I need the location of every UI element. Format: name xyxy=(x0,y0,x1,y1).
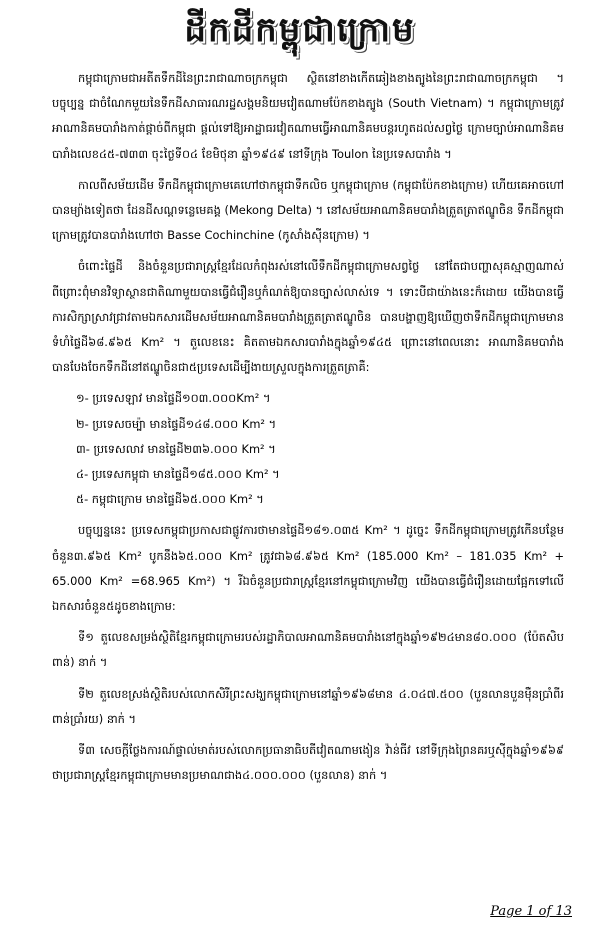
paragraph: ទី១ តួលេខសម្រង់ស្ថិតិខ្មែរកម្ពុជាក្រោមរបស់រដ្ឋាភិបាលអាណានិគមបារាំងនៅក្នុងឆ្នាំ១៩២៤មាន៨០.០០០ (ប៉ែតសិបពាន់) នាក់ ។ xyxy=(52,630,564,670)
list-item: ៥- កម្ពុជាក្រោម មានផ្ទៃដី៦៥.០០០ Km² ។ xyxy=(76,492,264,507)
document-body xyxy=(52,66,564,794)
paragraph: កាលពីសម័យដើម ទឹកដីកម្ពុជាក្រោមគេហៅថាកម្ពុជាទឹកលិច ឬកម្ពុជាក្រោម (កម្ពុជាប៉ែកខាងក្រោម) ហើយគេអាចហៅបានម្យ៉ាងទៀតថា ដែនដីសណ្ដទន្លេមេគង្គ (Mekong Delta) ។ នៅសម័យអាណានិគមបារាំងត្រួតត្រាឥណ្ឌូចិន ទឹកដីកម្ពុជាក្រោមត្រូវបានបារាំងហៅថា Basse Cochinchine (កូសាំងស៊ីនក្រោម) ។ xyxy=(52,177,564,243)
list-item: ២- ប្រទេសចម្ប៉ា មានផ្ទៃដី១៤៨.០០០ Km² ។ xyxy=(76,416,277,431)
paragraph: ទី៣ សេចក្ដីថ្លែងការណ៍ផ្ទាល់មាត់របស់លោកប្រធានាធិបតីវៀតណាមងៀន វ៉ាន់ធីវ នៅទីក្រុងព្រៃនគរឬសុីក្នុងឆ្នាំ១៩៦៩ ថាប្រជារាស្ត្រខ្មែរកម្ពុជាក្រោមមានប្រមាណជាង៤.០០០.០០០ (បួនលាន) នាក់ ។ xyxy=(52,743,564,783)
paragraph: ទី២ តួលេខស្រង់ស្ថិតិរបស់លោកសិរីព្រះសង្ឃកម្ពុជាក្រោមនៅឆ្នាំ១៩៦៨មាន ៤.០៤៧.៥០០ (បួនលានបួនម៉ឺនប្រាំពីរពាន់ប្រាំរយ) នាក់ ។ xyxy=(52,686,564,726)
paragraph: បច្ចុប្បន្ននេះ ប្រទេសកម្ពុជាប្រកាសជាផ្លូវការថាមានផ្ទៃដី១៨១.០៣៥ Km² ។ ដូច្នេះ ទឹកដីកម្ពុជាក្រោមត្រូវកើនបន្ថែមចំនួន៣.៩៦៥ Km² បូកនឹង៦៥.០០០ Km² ត្រូវជា៦៨.៩៦៥ Km² (185.000 Km² – 181.035 Km² + 65.000 Km² =68.965 Km²) ។ រីឯចំនួនប្រជារាស្ត្រខ្មែរនៅកម្ពុជាក្រោមវិញ យើងបានធ្វើជំរឿនដោយផ្អែកទៅលើឯកសារចំនួន៥ដូចខាងក្រោម: xyxy=(52,523,564,614)
list-item: ៤- ប្រទេសកម្ពុជា មានផ្ទៃដី១៨៥.០០០ Km² ។ xyxy=(76,467,280,482)
paragraph: ចំពោះផ្ទៃដី និងចំនួនប្រជារាស្ត្រខ្មែរដែលកំពុងរស់នៅលើទឹកដីកម្ពុជាក្រោមសព្វថ្ងៃ នៅតែជាបញ្ហាសុគស្មាញណាស់ ពីព្រោះពុំមានវិទ្យាស្ថានជាតិណាមួយបានធ្វើជំរឿនឬកំណត់ឱ្យបានច្បាស់លាស់ទេ ។ ទោះបីជាយ៉ាងនេះក៏ដោយ យើងបានធ្វើការសិក្សាស្រាវជ្រាវតាមឯកសារដើមសម័យអាណានិគមបារាំងត្រួតត្រាឥណ្ឌូចិន បានបង្ហាញឱ្យឃើញថាទឹកដីកម្ពុជាក្រោមមានទំហំផ្ទៃដី៦៨.៩៦៥ Km² ។ តួលេខនេះ គិតតាមឯកសារបារាំងក្នុងឆ្នាំ១៩៤៥ ព្រោះនៅពេលនោះ អាណានិគមបារាំងបានបែងចែកទឹកដីនៅឥណ្ឌូចិនជា៥ប្រទេសដើម្បីងាយស្រួលក្នុងការត្រួតត្រាគឺ: xyxy=(52,259,564,375)
country-area-list xyxy=(52,386,564,512)
paragraph: កម្ពុជាក្រោមជាអតីតទឹកដីនៃព្រះរាជាណាចក្រកម្ពុជា ស្ថិតនៅខាងកើតឆៀងខាងត្បូងនៃព្រះរាជាណាចក្រកម្ពុជា ។ បច្ចុប្បន្ន ជាចំណែកមួយនៃទឹកដីសាធារណរដ្ឋសង្គមនិយមវៀតណាមប៉ែកខាងត្បូង (South Vietnam) ។ កម្ពុជាក្រោមត្រូវអាណានិគមបារាំងកាត់ផ្ដាច់ពីកម្ពុជា ផ្ដល់ទៅឱ្យអាដ្ឋាធរវៀតណាមធ្វើអាណានិគមបន្តរហូតដល់សព្វថ្ងៃ ក្រោមច្បាប់អាណានិគមបារាំងលេខ៤៥-៧៣៣ ចុះថ្ងៃទី០៤ ខែមិថុនា ឆ្នាំ១៩៤៩ នៅទីក្រុង Toulon នៃប្រទេសបារាំង ។ xyxy=(52,71,564,161)
document-title: ដីកដីកម្ពុជាក្រោម xyxy=(184,10,416,50)
page-number: Page 1 of 13 xyxy=(490,904,572,919)
list-item: ៣- ប្រទេសលាវ មានផ្ទៃដី២៣៦.០០០ Km² ។ xyxy=(76,441,276,456)
list-item: ១- ប្រទេសឡាវ មានផ្ទៃដី១០៣.០០០Km² ។ xyxy=(76,391,271,406)
